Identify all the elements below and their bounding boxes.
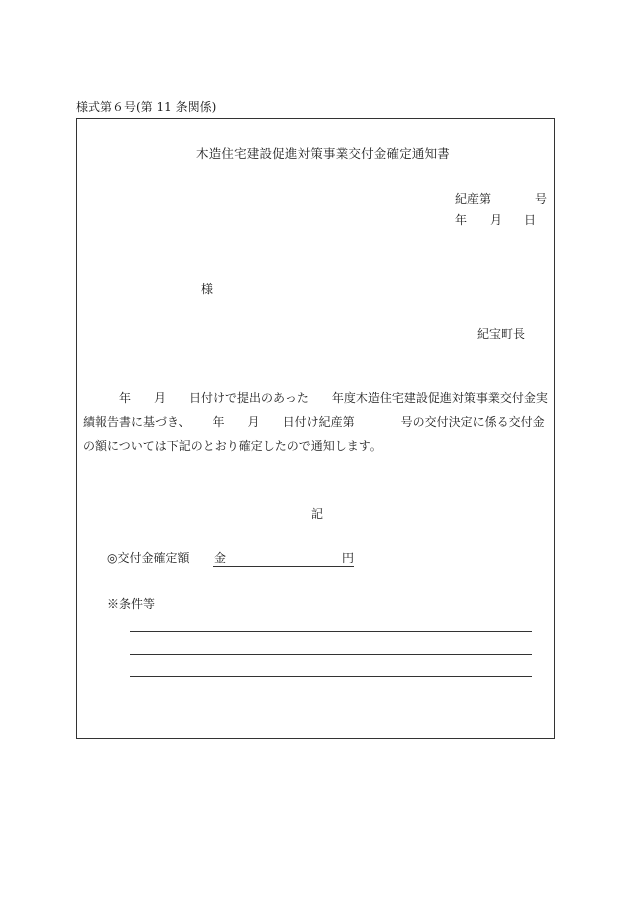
line1-text-b: 年度木造住宅建設促進対策事業交付金実 bbox=[331, 391, 548, 405]
line2-year: 年 bbox=[212, 415, 225, 429]
line2-text-b: 日付け紀産第 bbox=[282, 415, 355, 429]
amount-prefix: 金 bbox=[214, 551, 227, 565]
amount-field bbox=[213, 552, 354, 567]
date-day: 日 bbox=[524, 213, 537, 227]
paragraph-line-3: の額については下記のとおり確定したので通知します。 bbox=[83, 439, 382, 453]
date-month: 月 bbox=[490, 213, 503, 227]
conditions-label: ※条件等 bbox=[107, 597, 156, 611]
condition-blank-line bbox=[130, 631, 532, 632]
condition-blank-line bbox=[130, 676, 532, 677]
document-number-suffix: 号 bbox=[535, 192, 548, 206]
issuer-name: 紀宝町長 bbox=[477, 327, 526, 341]
document-number-prefix: 紀産第 bbox=[455, 192, 492, 206]
document-number bbox=[455, 193, 547, 205]
line1-month: 月 bbox=[154, 391, 167, 405]
date-year: 年 bbox=[455, 213, 468, 227]
ki-heading: 記 bbox=[311, 507, 324, 521]
document-date bbox=[455, 214, 536, 226]
line1-year: 年 bbox=[119, 391, 132, 405]
paragraph-line-2 bbox=[83, 416, 545, 428]
document-title: 木造住宅建設促進対策事業交付金確定通知書 bbox=[196, 146, 451, 161]
line1-text-a: 日付けで提出のあった bbox=[189, 391, 309, 405]
paragraph-line-1 bbox=[83, 392, 548, 404]
condition-blank-line bbox=[130, 654, 532, 655]
line2-text-a: 績報告書に基づき、 bbox=[83, 415, 191, 429]
addressee-honorific: 様 bbox=[201, 282, 214, 296]
amount-label: ◎交付金確定額 bbox=[107, 551, 190, 565]
amount-suffix: 円 bbox=[341, 551, 354, 565]
line2-text-c: 号の交付決定に係る交付金 bbox=[400, 415, 545, 429]
line2-month: 月 bbox=[247, 415, 260, 429]
form-number-label: 様式第６号(第 11 条関係) bbox=[76, 100, 217, 114]
